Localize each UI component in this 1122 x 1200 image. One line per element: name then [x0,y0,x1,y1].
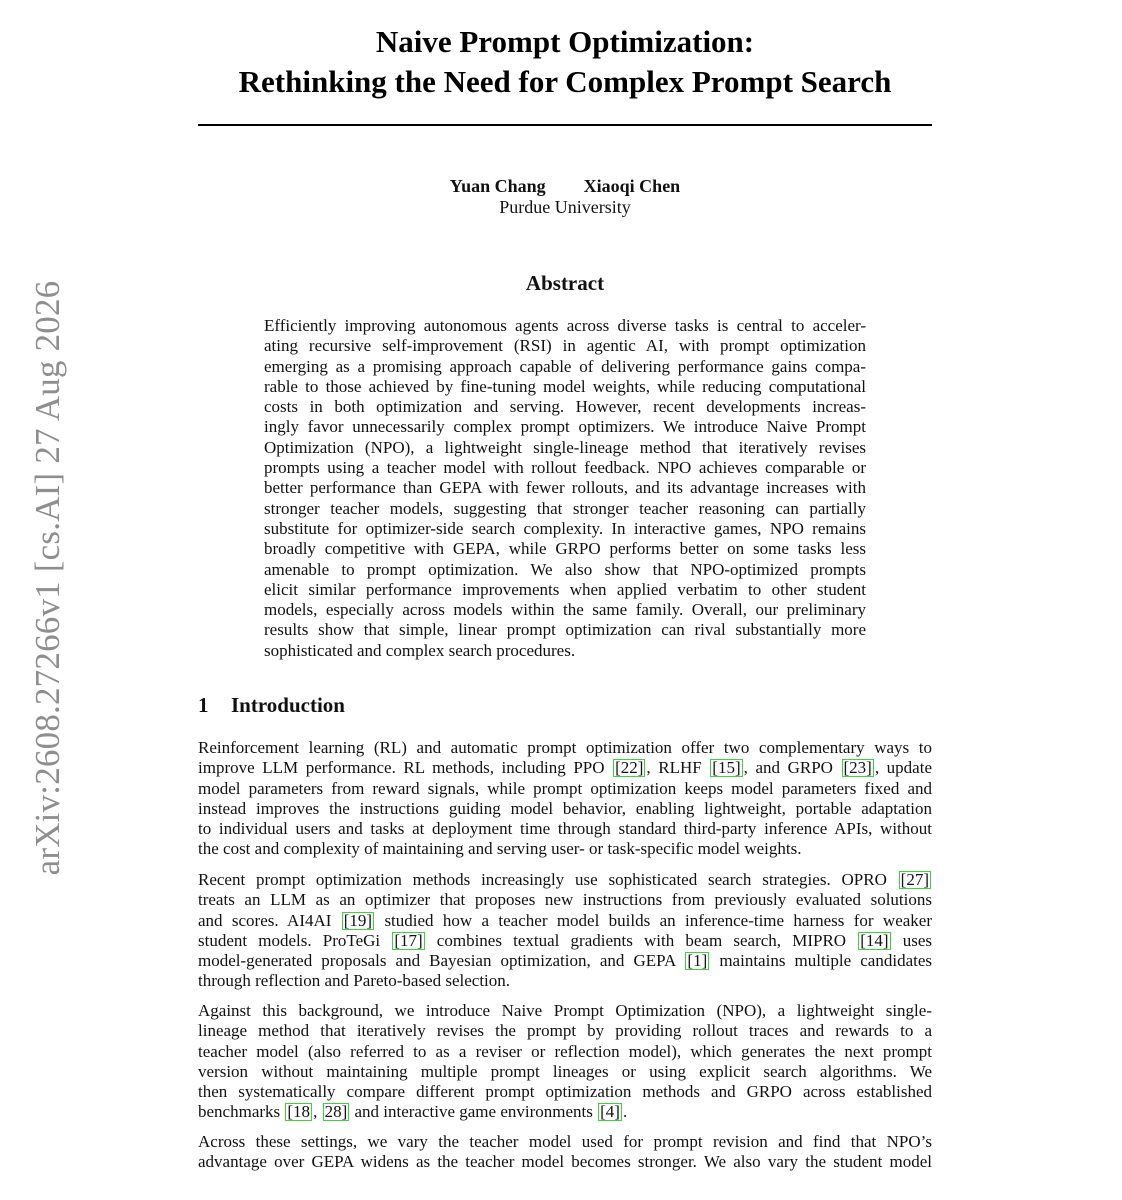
section-heading-introduction [198,692,345,718]
text-run: Recent prompt optimization methods increasingly use sophisticated search strategies. OPRO [198,870,898,889]
citation-link[interactable]: [1] [687,951,708,971]
paragraph-line [198,870,932,890]
abstract-line: ingly favor unnecessarily complex prompt optimizers. We introduce Naive Prompt [264,417,866,437]
abstract-line: rable to those achieved by fine-tuning model weights, while reducing computational [264,376,866,396]
abstract-line: substitute for optimizer-side search complexity. In interactive games, NPO remains [264,518,866,538]
paragraph-line: to individual users and tasks at deployment time through standard third-party inference APIs, without [198,819,932,839]
abstract-line: broadly competitive with GEPA, while GRPO performs better on some tasks less [264,539,866,559]
section-title: Introduction [231,693,345,717]
paragraph-line: Across these settings, we vary the teacher model used for prompt revision and find that NPO’s [198,1132,932,1151]
text-run: uses [891,930,932,950]
citation-link[interactable]: [22] [615,758,644,778]
author-2: Xiaoqi Chen [583,176,681,196]
citation-link[interactable]: [19] [343,910,373,930]
paragraph-line: treats an LLM as an optimizer that proposes new instructions from previously evaluated solutions [198,890,932,910]
title-rule [198,124,932,126]
abstract-line: models, especially across models within the same family. Overall, our preliminary [264,600,866,620]
paragraph-line: through reflection and Pareto-based selection. [198,971,511,991]
paragraph-line [198,1102,932,1122]
abstract-line: Optimization (NPO), a lightweight single-lineage method that iteratively revises [264,437,866,457]
text-run: improve LLM performance. RL methods, including PPO [198,758,613,778]
abstract-heading: Abstract [525,271,605,295]
author-block [198,176,932,218]
paragraph-line [198,931,932,951]
paragraph-line [198,911,932,931]
title-line-2: Rethinking the Need for Complex Prompt Search [238,64,892,99]
paragraph-line: instead improves the instructions guiding model behavior, enabling lightweight, portable adaptation [198,798,932,818]
intro-paragraph-1 [198,738,932,860]
paper-title [198,22,932,102]
arxiv-stamp-text: arXiv:2608.27266v1 [cs.AI] 27 Aug 2026 [28,280,67,876]
citation-link[interactable]: [14] [860,930,889,950]
author-1: Yuan Chang [449,176,546,196]
abstract-line: emerging as a promising approach capable of delivering performance gains compa- [264,356,866,376]
text-run: . [622,1102,628,1122]
paragraph-line: Reinforcement learning (RL) and automatic prompt optimization offer two complementary ways to [198,738,932,757]
paragraph-line: teacher model (also referred to as a reviser or reflection model), which generates the next prompt [198,1041,932,1061]
author-affiliation: Purdue University [499,197,631,217]
text-run: maintains multiple candidates [710,951,932,971]
abstract-line: better performance than GEPA with fewer rollouts, and its advantage increases with [264,478,866,498]
text-run: , RLHF [646,758,710,778]
citation-link[interactable]: 28] [324,1102,348,1122]
abstract-line: sophisticated and complex search procedures. [264,640,576,660]
intro-paragraph-3 [198,1001,932,1123]
paragraph-line: version without maintaining multiple prompt lineages or using explicit search algorithms. We [198,1061,932,1081]
paragraph-line: Against this background, we introduce Naive Prompt Optimization (NPO), a lightweight single- [198,1001,932,1020]
citation-link[interactable]: [4] [600,1102,620,1122]
text-run: model-generated proposals and Bayesian optimization, and GEPA [198,951,685,971]
citation-link[interactable]: [17] [394,930,423,950]
title-line-1: Naive Prompt Optimization: [375,24,755,59]
intro-paragraph-4 [198,1132,932,1173]
text-run: and scores. AI4AI [198,910,341,930]
citation-link[interactable]: [15] [712,758,741,778]
citation-link[interactable]: [27] [900,870,929,889]
paragraph-line: lineage method that iteratively revises the prompt by providing rollout traces and rewards to a [198,1021,932,1041]
abstract-line: costs in both optimization and serving. However, recent developments increas- [264,397,866,417]
text-run: student models. ProTeGi [198,930,392,950]
text-run: combines textual gradients with beam search, MIPRO [425,930,858,950]
abstract-line: stronger teacher models, suggesting that stronger teacher reasoning can partially [264,498,866,518]
paragraph-line: model parameters from reward signals, while prompt optimization keeps model parameters fixed and [198,778,932,798]
abstract-body [264,316,866,661]
section-number: 1 [198,693,209,717]
paragraph-line [198,758,932,778]
citation-link[interactable]: [23] [843,758,872,778]
text-run: studied how a teacher model builds an inference-time harness for weaker [375,910,933,930]
text-run: and interactive game environments [350,1102,598,1122]
text-run: , and GRPO [743,758,841,778]
paragraph-line: the cost and complexity of maintaining and serving user- or task-specific model weights. [198,839,802,859]
text-run: , update [874,758,932,778]
text-run: benchmarks [198,1102,285,1122]
abstract-line: elicit similar performance improvements when applied verbatim to other student [264,579,866,599]
abstract-line: Efficiently improving autonomous agents across diverse tasks is central to acceler- [264,316,866,335]
paragraph-line: advantage over GEPA widens as the teacher model becomes stronger. We also vary the student model [198,1152,932,1172]
intro-paragraph-2 [198,870,932,992]
text-run: , [313,1102,322,1122]
author-names [198,176,932,197]
paragraph-line [198,951,932,971]
abstract-line: amenable to prompt optimization. We also show that NPO-optimized prompts [264,559,866,579]
abstract-line: ating recursive self-improvement (RSI) in agentic AI, with prompt optimization [264,336,866,356]
paragraph-line: then systematically compare different prompt optimization methods and GRPO across established [198,1082,932,1102]
citation-link[interactable]: [18 [287,1102,311,1122]
abstract-line: results show that simple, linear prompt optimization can rival substantially more [264,620,866,640]
abstract-line: prompts using a teacher model with rollout feedback. NPO achieves comparable or [264,458,866,478]
